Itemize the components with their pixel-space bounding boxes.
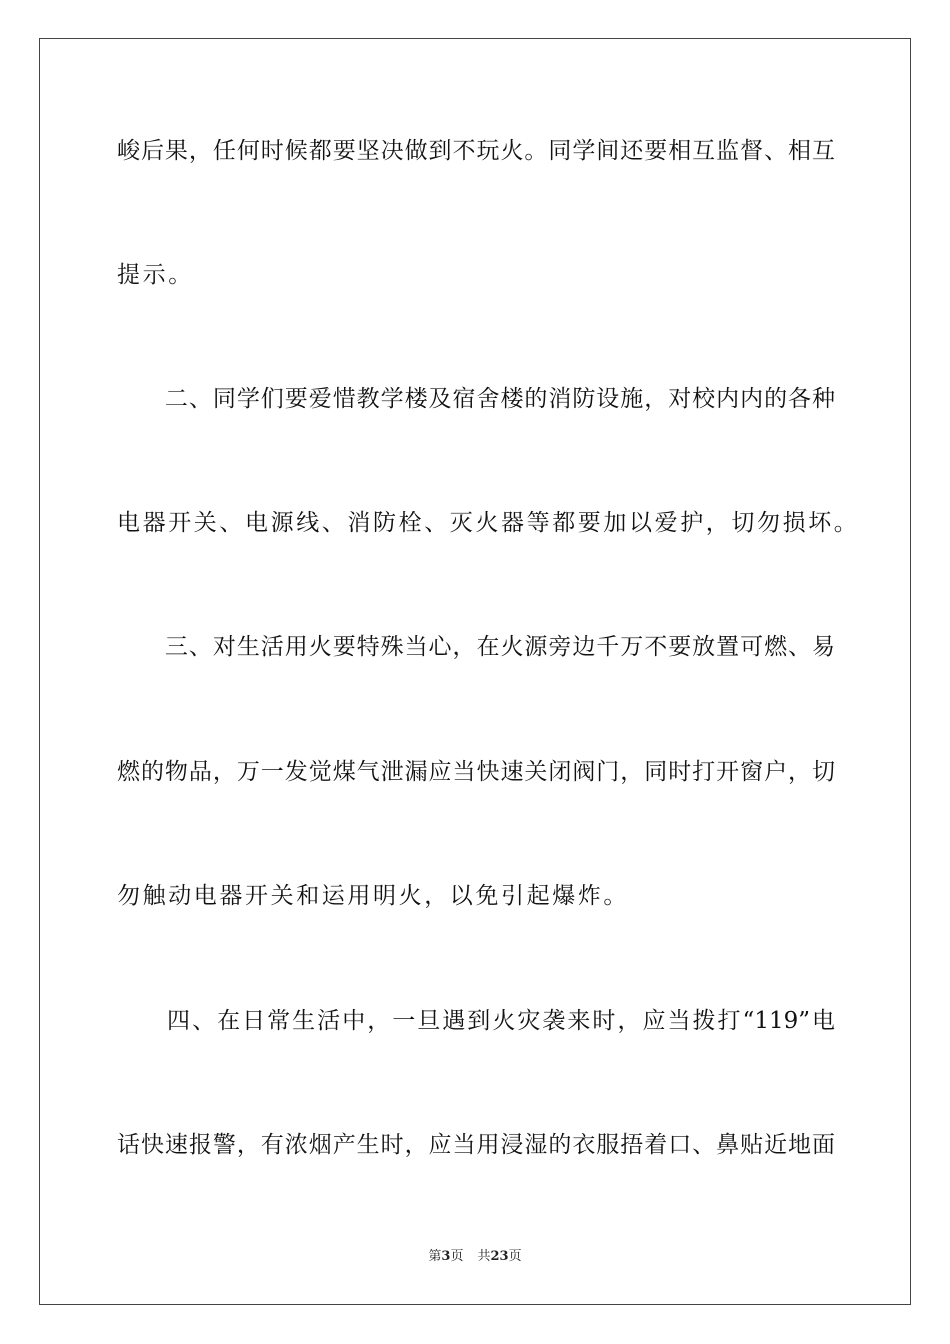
footer-total-suffix: 页 — [508, 1249, 522, 1264]
page-footer — [0, 1248, 950, 1266]
body-line-1: 峻后果，任何时候都要坚决做到不玩火。同学间还要相互监督、相互 — [117, 138, 835, 164]
footer-page-prefix: 第 — [428, 1249, 442, 1264]
footer-page-suffix: 页 — [450, 1249, 464, 1264]
body-line-6: 燃的物品，万一发觉煤气泄漏应当快速关闭阀门，同时打开窗户，切 — [117, 759, 835, 785]
page-border — [39, 38, 911, 1305]
footer-total-pages: 23 — [490, 1249, 509, 1264]
body-line-8: 四、在日常生活中，一旦遇到火灾袭来时，应当拨打“119”电 — [117, 1008, 835, 1034]
footer-page-number: 3 — [441, 1249, 451, 1264]
body-line-9: 话快速报警，有浓烟产生时，应当用浸湿的衣服捂着口、鼻贴近地面 — [117, 1132, 835, 1158]
body-line-3: 二、同学们要爱惜教学楼及宿舍楼的消防设施，对校内内的各种 — [117, 386, 835, 412]
body-line-5: 三、对生活用火要特殊当心，在火源旁边千万不要放置可燃、易 — [117, 634, 835, 660]
body-line-4: 电器开关、电源线、消防栓、灭火器等都要加以爱护，切勿损坏。 — [117, 510, 860, 536]
footer-total-prefix: 共 — [477, 1249, 491, 1264]
body-line-2: 提示。 — [117, 262, 194, 288]
body-line-7: 勿触动电器开关和运用明火，以免引起爆炸。 — [117, 883, 629, 909]
